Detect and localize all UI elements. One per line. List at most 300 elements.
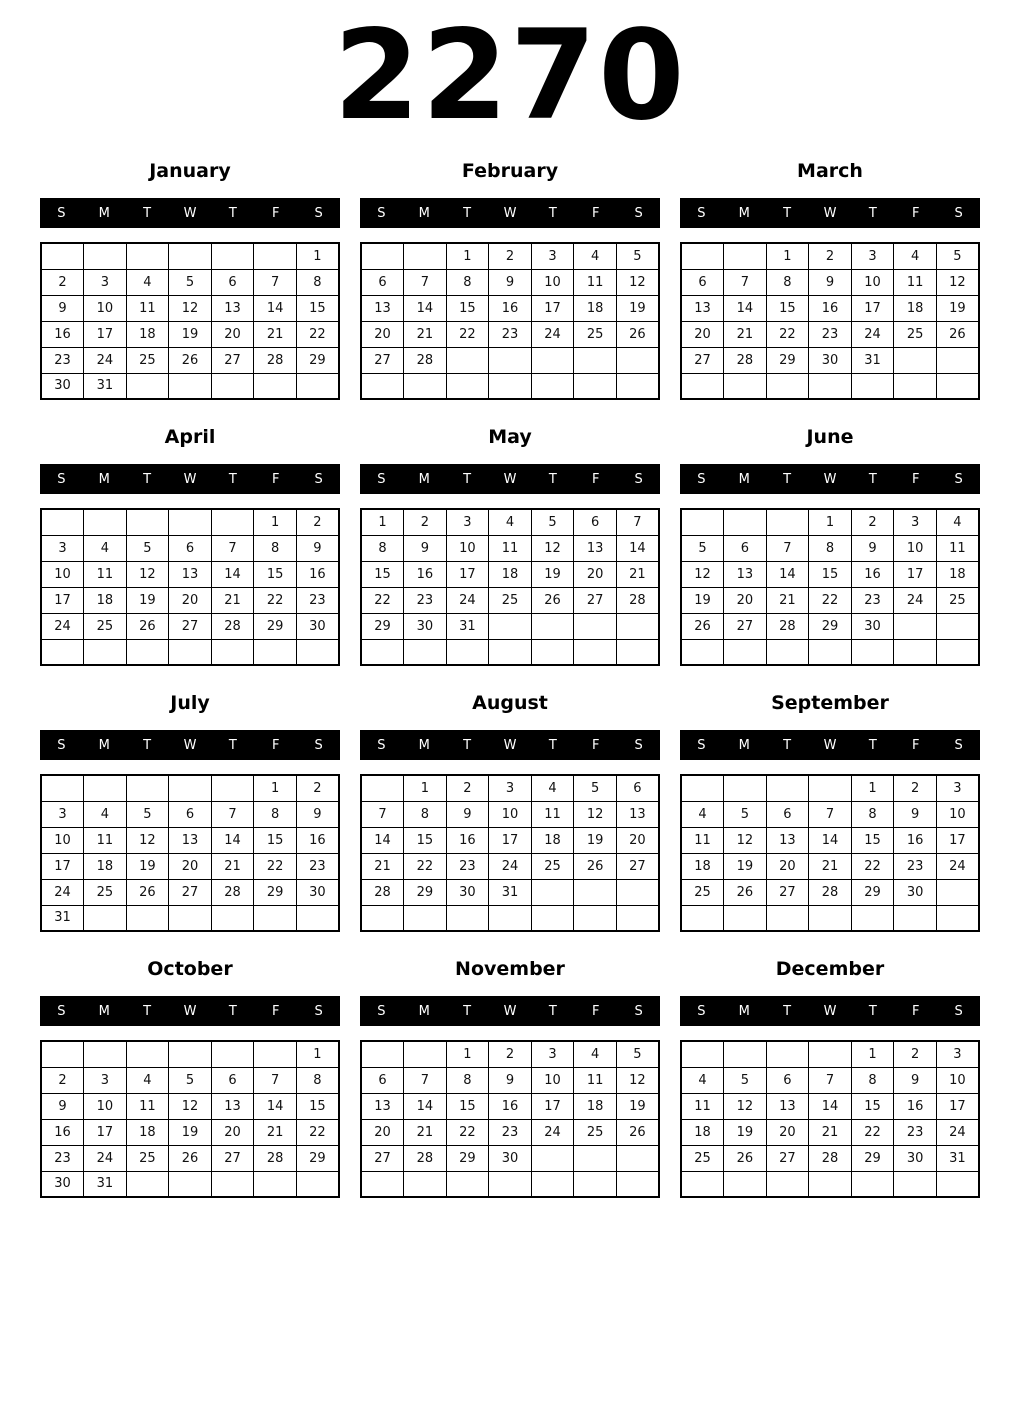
day-cell: 25 <box>574 1119 617 1145</box>
empty-day-cell <box>489 639 532 665</box>
month-block-january <box>40 160 340 400</box>
weekday-header-row <box>360 464 660 494</box>
day-cell: 18 <box>894 295 937 321</box>
week-row <box>361 1067 659 1093</box>
month-days-body <box>681 1041 979 1197</box>
day-cell: 22 <box>446 321 489 347</box>
day-cell: 5 <box>616 243 659 269</box>
weekday-label: W <box>823 737 837 753</box>
month-days-table <box>680 508 980 666</box>
week-row <box>361 373 659 399</box>
weekday-label: S <box>377 205 386 221</box>
day-cell: 30 <box>404 613 447 639</box>
day-cell: 30 <box>809 347 852 373</box>
empty-day-cell <box>894 347 937 373</box>
weekday-header-row <box>680 464 980 494</box>
day-cell: 16 <box>851 561 894 587</box>
weekday-label: T <box>228 471 237 487</box>
month-days-table <box>680 1040 980 1198</box>
week-row <box>361 321 659 347</box>
day-cell: 28 <box>361 879 404 905</box>
day-cell: 23 <box>809 321 852 347</box>
weekday-header-row <box>40 464 340 494</box>
day-cell: 16 <box>41 321 84 347</box>
day-cell: 22 <box>446 1119 489 1145</box>
day-cell: 27 <box>361 347 404 373</box>
day-cell: 10 <box>936 801 979 827</box>
week-row <box>681 509 979 535</box>
empty-day-cell <box>531 1171 574 1197</box>
month-days-body <box>361 1041 659 1197</box>
day-cell: 10 <box>84 295 127 321</box>
weekday-label: T <box>783 205 792 221</box>
day-cell: 20 <box>574 561 617 587</box>
day-cell: 3 <box>936 1041 979 1067</box>
week-row <box>41 613 339 639</box>
week-row <box>681 295 979 321</box>
weekday-label: W <box>503 205 517 221</box>
day-cell: 11 <box>574 269 617 295</box>
weekday-header-row <box>680 198 980 228</box>
month-days-table <box>360 242 660 400</box>
day-cell: 2 <box>894 775 937 801</box>
day-cell: 16 <box>489 1093 532 1119</box>
week-row <box>361 879 659 905</box>
week-row <box>41 347 339 373</box>
day-cell: 20 <box>169 587 212 613</box>
day-cell: 3 <box>446 509 489 535</box>
day-cell: 2 <box>296 509 339 535</box>
week-row <box>41 1093 339 1119</box>
empty-day-cell <box>211 639 254 665</box>
day-cell: 27 <box>169 879 212 905</box>
month-block-september <box>680 692 980 932</box>
day-cell: 20 <box>169 853 212 879</box>
empty-day-cell <box>84 905 127 931</box>
day-cell: 11 <box>84 827 127 853</box>
weekday-header-row <box>360 198 660 228</box>
empty-day-cell <box>616 1145 659 1171</box>
day-cell: 24 <box>894 587 937 613</box>
empty-day-cell <box>169 905 212 931</box>
weekday-label: M <box>98 1003 110 1019</box>
day-cell: 23 <box>404 587 447 613</box>
weekday-label: S <box>634 1003 643 1019</box>
day-cell: 1 <box>404 775 447 801</box>
day-cell: 30 <box>296 879 339 905</box>
day-cell: 18 <box>574 295 617 321</box>
empty-day-cell <box>531 347 574 373</box>
empty-day-cell <box>936 373 979 399</box>
empty-day-cell <box>41 639 84 665</box>
empty-day-cell <box>681 1041 724 1067</box>
empty-day-cell <box>126 1041 169 1067</box>
week-row <box>681 561 979 587</box>
day-cell: 29 <box>766 347 809 373</box>
weekday-label: W <box>823 205 837 221</box>
day-cell: 5 <box>936 243 979 269</box>
day-cell: 13 <box>681 295 724 321</box>
day-cell: 3 <box>531 243 574 269</box>
week-row <box>681 321 979 347</box>
day-cell: 1 <box>446 1041 489 1067</box>
day-cell: 5 <box>724 1067 767 1093</box>
day-cell: 29 <box>851 1145 894 1171</box>
day-cell: 13 <box>574 535 617 561</box>
month-days-body <box>681 509 979 665</box>
week-row <box>41 827 339 853</box>
empty-day-cell <box>446 347 489 373</box>
day-cell: 6 <box>169 801 212 827</box>
month-block-april <box>40 426 340 666</box>
weekday-label: S <box>314 737 323 753</box>
weekday-label: W <box>823 1003 837 1019</box>
day-cell: 13 <box>766 1093 809 1119</box>
empty-day-cell <box>41 243 84 269</box>
empty-day-cell <box>361 775 404 801</box>
day-cell: 2 <box>41 1067 84 1093</box>
empty-day-cell <box>126 373 169 399</box>
empty-day-cell <box>41 1041 84 1067</box>
day-cell: 15 <box>809 561 852 587</box>
empty-day-cell <box>41 509 84 535</box>
day-cell: 29 <box>404 879 447 905</box>
empty-day-cell <box>936 905 979 931</box>
day-cell: 3 <box>489 775 532 801</box>
day-cell: 22 <box>296 1119 339 1145</box>
week-row <box>361 1093 659 1119</box>
day-cell: 17 <box>446 561 489 587</box>
month-name: August <box>472 692 548 714</box>
empty-day-cell <box>574 879 617 905</box>
weekday-label: T <box>463 1003 472 1019</box>
day-cell: 10 <box>446 535 489 561</box>
day-cell: 9 <box>489 1067 532 1093</box>
week-row <box>681 347 979 373</box>
weekday-label: W <box>183 737 197 753</box>
weekday-label: T <box>548 471 557 487</box>
empty-day-cell <box>169 373 212 399</box>
day-cell: 4 <box>84 535 127 561</box>
weekday-label: T <box>548 737 557 753</box>
week-row <box>681 373 979 399</box>
empty-day-cell <box>169 1171 212 1197</box>
day-cell: 18 <box>681 1119 724 1145</box>
day-cell: 16 <box>296 827 339 853</box>
day-cell: 30 <box>894 1145 937 1171</box>
empty-day-cell <box>809 775 852 801</box>
weekday-label: F <box>271 1003 280 1019</box>
empty-day-cell <box>489 347 532 373</box>
weekday-label: S <box>377 1003 386 1019</box>
empty-day-cell <box>574 639 617 665</box>
day-cell: 29 <box>809 613 852 639</box>
day-cell: 3 <box>41 535 84 561</box>
day-cell: 14 <box>616 535 659 561</box>
day-cell: 5 <box>169 1067 212 1093</box>
empty-day-cell <box>254 243 297 269</box>
empty-day-cell <box>84 639 127 665</box>
week-row <box>361 243 659 269</box>
weekday-label: T <box>783 471 792 487</box>
weekday-label: T <box>463 737 472 753</box>
day-cell: 9 <box>894 801 937 827</box>
day-cell: 11 <box>126 1093 169 1119</box>
week-row <box>681 905 979 931</box>
empty-day-cell <box>361 243 404 269</box>
month-name: January <box>149 160 231 182</box>
empty-day-cell <box>361 905 404 931</box>
weekday-label: T <box>548 205 557 221</box>
weekday-label: T <box>783 1003 792 1019</box>
day-cell: 12 <box>126 827 169 853</box>
day-cell: 7 <box>254 1067 297 1093</box>
day-cell: 6 <box>766 801 809 827</box>
day-cell: 19 <box>724 853 767 879</box>
day-cell: 24 <box>41 613 84 639</box>
empty-day-cell <box>211 1041 254 1067</box>
day-cell: 23 <box>41 347 84 373</box>
week-row <box>41 879 339 905</box>
week-row <box>361 1119 659 1145</box>
day-cell: 19 <box>574 827 617 853</box>
day-cell: 20 <box>211 1119 254 1145</box>
day-cell: 22 <box>254 587 297 613</box>
day-cell: 31 <box>84 373 127 399</box>
day-cell: 29 <box>446 1145 489 1171</box>
empty-day-cell <box>616 373 659 399</box>
day-cell: 10 <box>894 535 937 561</box>
day-cell: 14 <box>724 295 767 321</box>
day-cell: 18 <box>126 321 169 347</box>
day-cell: 27 <box>616 853 659 879</box>
empty-day-cell <box>84 1041 127 1067</box>
day-cell: 3 <box>84 269 127 295</box>
month-name: December <box>775 958 885 980</box>
day-cell: 10 <box>531 269 574 295</box>
day-cell: 20 <box>361 1119 404 1145</box>
week-row <box>41 561 339 587</box>
empty-day-cell <box>766 1041 809 1067</box>
day-cell: 23 <box>894 853 937 879</box>
day-cell: 21 <box>211 587 254 613</box>
day-cell: 24 <box>489 853 532 879</box>
weekday-label: S <box>954 205 963 221</box>
empty-day-cell <box>254 639 297 665</box>
day-cell: 1 <box>809 509 852 535</box>
month-block-march <box>680 160 980 400</box>
day-cell: 13 <box>361 1093 404 1119</box>
empty-day-cell <box>724 1041 767 1067</box>
day-cell: 22 <box>296 321 339 347</box>
day-cell: 8 <box>404 801 447 827</box>
week-row <box>41 1041 339 1067</box>
day-cell: 26 <box>724 879 767 905</box>
day-cell: 12 <box>681 561 724 587</box>
month-name: April <box>164 426 216 448</box>
day-cell: 12 <box>126 561 169 587</box>
weekday-label: S <box>634 737 643 753</box>
month-block-october <box>40 958 340 1198</box>
day-cell: 25 <box>531 853 574 879</box>
day-cell: 14 <box>361 827 404 853</box>
weekday-label: T <box>228 737 237 753</box>
day-cell: 4 <box>681 801 724 827</box>
month-block-february <box>360 160 660 400</box>
weekday-label: F <box>591 737 600 753</box>
month-days-table <box>360 1040 660 1198</box>
week-row <box>361 347 659 373</box>
day-cell: 31 <box>936 1145 979 1171</box>
day-cell: 2 <box>809 243 852 269</box>
day-cell: 9 <box>296 535 339 561</box>
day-cell: 31 <box>84 1171 127 1197</box>
day-cell: 31 <box>489 879 532 905</box>
day-cell: 19 <box>531 561 574 587</box>
weekday-label: M <box>98 737 110 753</box>
week-row <box>41 853 339 879</box>
day-cell: 13 <box>169 827 212 853</box>
week-row <box>361 775 659 801</box>
weekday-label: S <box>697 1003 706 1019</box>
empty-day-cell <box>616 347 659 373</box>
day-cell: 27 <box>361 1145 404 1171</box>
day-cell: 19 <box>169 321 212 347</box>
week-row <box>681 1145 979 1171</box>
month-name: June <box>806 426 854 448</box>
weekday-header-row <box>360 996 660 1026</box>
day-cell: 7 <box>724 269 767 295</box>
month-days-body <box>41 509 339 665</box>
week-row <box>41 269 339 295</box>
empty-day-cell <box>446 905 489 931</box>
weekday-header-row <box>40 198 340 228</box>
empty-day-cell <box>211 243 254 269</box>
empty-day-cell <box>894 639 937 665</box>
day-cell: 6 <box>361 1067 404 1093</box>
week-row <box>681 613 979 639</box>
day-cell: 16 <box>41 1119 84 1145</box>
day-cell: 4 <box>894 243 937 269</box>
weekday-label: S <box>634 471 643 487</box>
day-cell: 26 <box>126 879 169 905</box>
day-cell: 21 <box>809 853 852 879</box>
empty-day-cell <box>211 509 254 535</box>
empty-day-cell <box>531 639 574 665</box>
day-cell: 25 <box>894 321 937 347</box>
week-row <box>361 905 659 931</box>
day-cell: 18 <box>126 1119 169 1145</box>
weekday-label: S <box>377 471 386 487</box>
day-cell: 6 <box>766 1067 809 1093</box>
empty-day-cell <box>616 613 659 639</box>
day-cell: 16 <box>894 1093 937 1119</box>
day-cell: 19 <box>724 1119 767 1145</box>
weekday-label: M <box>738 737 750 753</box>
day-cell: 28 <box>809 1145 852 1171</box>
day-cell: 17 <box>531 295 574 321</box>
day-cell: 17 <box>851 295 894 321</box>
empty-day-cell <box>809 1041 852 1067</box>
week-row <box>361 801 659 827</box>
empty-day-cell <box>126 509 169 535</box>
day-cell: 14 <box>766 561 809 587</box>
day-cell: 27 <box>724 613 767 639</box>
day-cell: 10 <box>41 827 84 853</box>
month-name: March <box>797 160 863 182</box>
day-cell: 1 <box>361 509 404 535</box>
week-row <box>41 1145 339 1171</box>
week-row <box>681 1171 979 1197</box>
week-row <box>361 535 659 561</box>
weekday-label: T <box>548 1003 557 1019</box>
day-cell: 22 <box>404 853 447 879</box>
day-cell: 3 <box>531 1041 574 1067</box>
day-cell: 15 <box>254 827 297 853</box>
week-row <box>361 295 659 321</box>
empty-day-cell <box>616 639 659 665</box>
month-days-table <box>680 774 980 932</box>
day-cell: 6 <box>616 775 659 801</box>
empty-day-cell <box>531 373 574 399</box>
empty-day-cell <box>574 905 617 931</box>
empty-day-cell <box>681 639 724 665</box>
day-cell: 9 <box>41 295 84 321</box>
day-cell: 9 <box>894 1067 937 1093</box>
day-cell: 19 <box>126 853 169 879</box>
day-cell: 5 <box>531 509 574 535</box>
week-row <box>41 321 339 347</box>
day-cell: 21 <box>254 321 297 347</box>
empty-day-cell <box>681 243 724 269</box>
week-row <box>41 775 339 801</box>
day-cell: 14 <box>254 295 297 321</box>
empty-day-cell <box>211 1171 254 1197</box>
day-cell: 4 <box>574 1041 617 1067</box>
day-cell: 10 <box>489 801 532 827</box>
day-cell: 25 <box>936 587 979 613</box>
day-cell: 22 <box>361 587 404 613</box>
day-cell: 10 <box>41 561 84 587</box>
week-row <box>361 613 659 639</box>
weekday-label: S <box>954 737 963 753</box>
empty-day-cell <box>724 639 767 665</box>
month-block-november <box>360 958 660 1198</box>
day-cell: 5 <box>169 269 212 295</box>
empty-day-cell <box>766 639 809 665</box>
day-cell: 10 <box>84 1093 127 1119</box>
weekday-label: F <box>591 205 600 221</box>
weekday-label: T <box>868 1003 877 1019</box>
empty-day-cell <box>574 373 617 399</box>
day-cell: 4 <box>681 1067 724 1093</box>
weekday-label: T <box>143 737 152 753</box>
day-cell: 24 <box>936 1119 979 1145</box>
week-row <box>361 561 659 587</box>
weekday-label: S <box>954 471 963 487</box>
empty-day-cell <box>616 879 659 905</box>
weekday-label: W <box>183 1003 197 1019</box>
day-cell: 15 <box>446 1093 489 1119</box>
day-cell: 16 <box>446 827 489 853</box>
day-cell: 28 <box>616 587 659 613</box>
day-cell: 14 <box>404 295 447 321</box>
day-cell: 24 <box>936 853 979 879</box>
week-row <box>41 1067 339 1093</box>
day-cell: 29 <box>296 347 339 373</box>
empty-day-cell <box>296 905 339 931</box>
weekday-label: F <box>271 471 280 487</box>
